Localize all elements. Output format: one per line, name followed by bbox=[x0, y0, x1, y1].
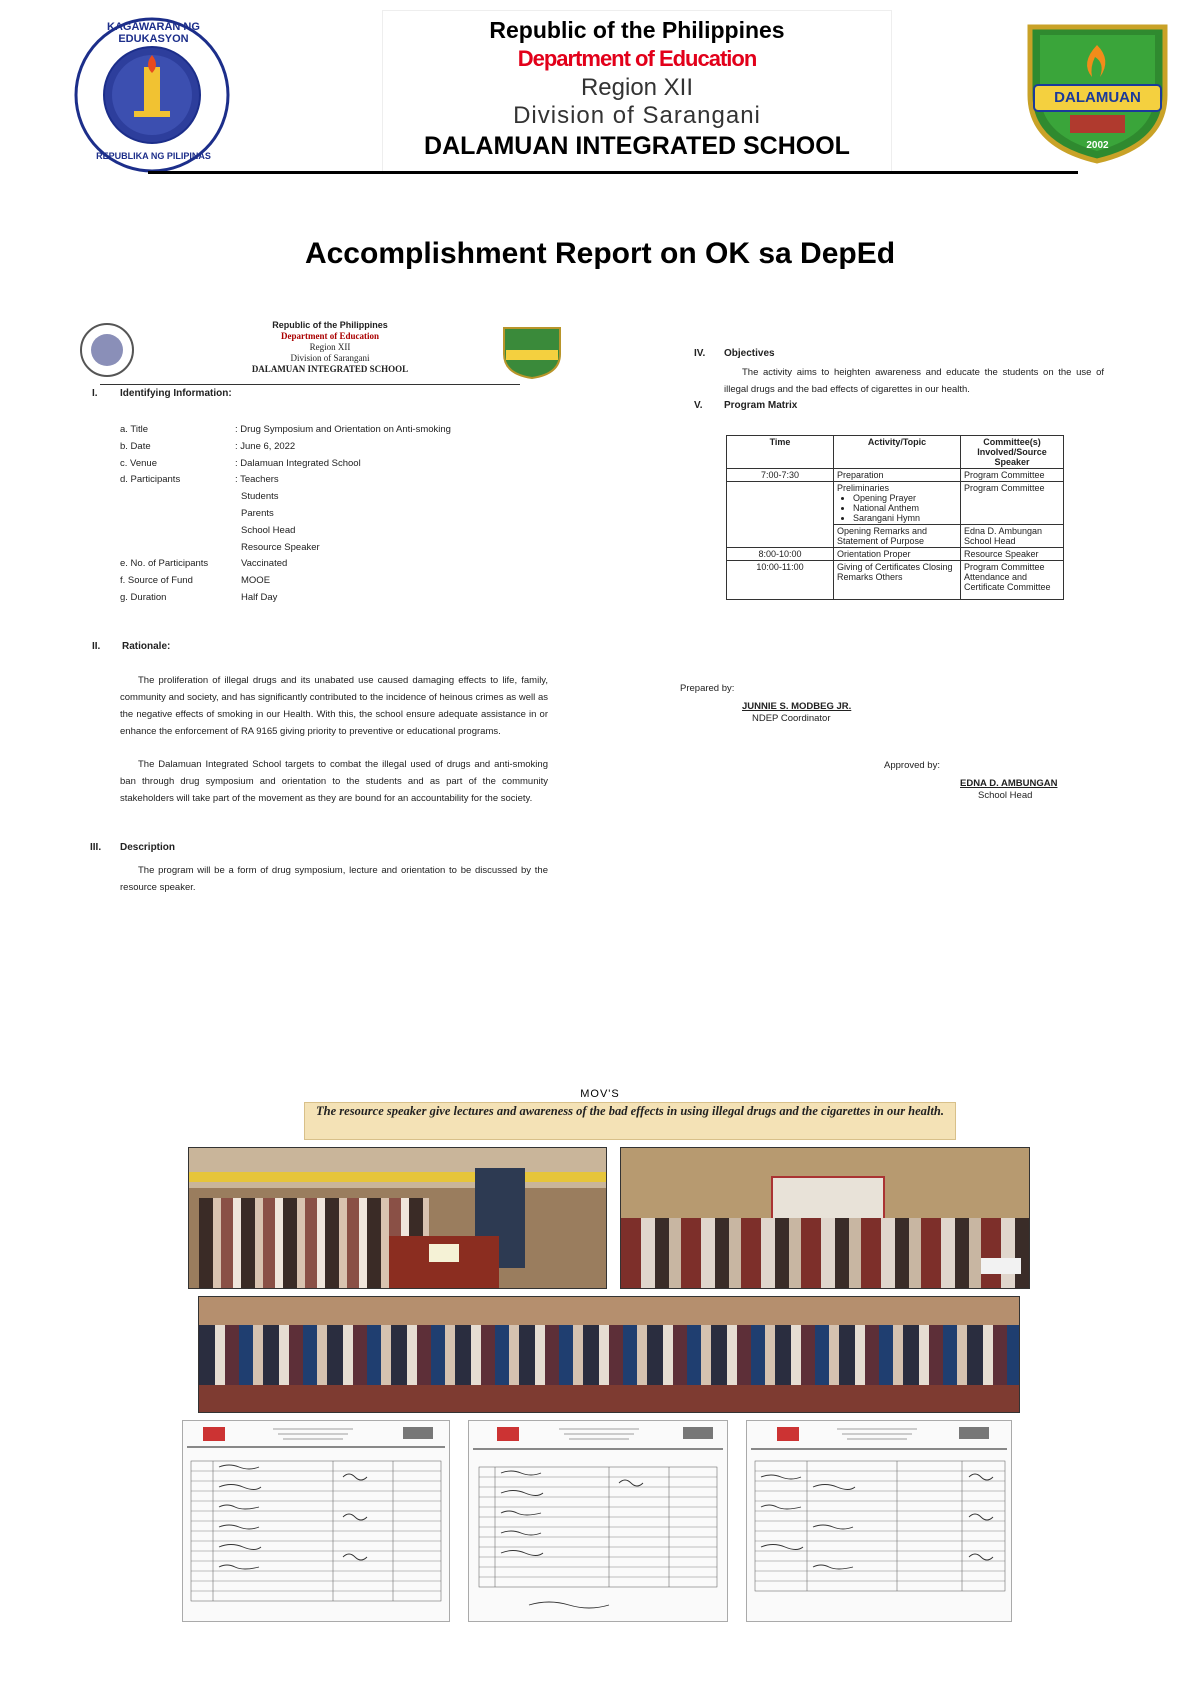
matrix-activity: Giving of Certificates Closing Remarks Others bbox=[834, 561, 961, 600]
school-logo-text: DALAMUAN bbox=[1054, 89, 1141, 106]
mini-division: Division of Sarangani bbox=[290, 353, 370, 363]
rationale-paragraph-1: The proliferation of illegal drugs and its unabated use caused damaging effects to life, family, community and society, and has significantly contributed to the incidence of heinous crimes as well as the negative effects of smoking in our Health. With this, the school ensure adequate assistance in or enhance the enforcement of RA 9165 giving priority to preventive or educational programs. bbox=[120, 675, 548, 737]
info-row bbox=[120, 439, 520, 456]
info-key: a. Title bbox=[120, 424, 148, 435]
section2-heading: Rationale: bbox=[122, 641, 171, 652]
matrix-time: 7:00-7:30 bbox=[727, 469, 834, 482]
mini-republic: Republic of the Philippines bbox=[272, 320, 388, 330]
section3-num: III. bbox=[90, 842, 102, 853]
matrix-row bbox=[727, 548, 1064, 561]
photo-group bbox=[198, 1296, 1020, 1413]
section5-heading: Program Matrix bbox=[724, 400, 798, 411]
prepared-name: JUNNIE S. MODBEG JR. bbox=[742, 701, 852, 712]
deped-line: Department of Education bbox=[517, 46, 757, 71]
info-row bbox=[120, 590, 520, 607]
attendance-sheet-1 bbox=[182, 1420, 450, 1622]
matrix-row bbox=[727, 561, 1064, 600]
movs-banner bbox=[304, 1102, 956, 1140]
matrix-time bbox=[727, 482, 834, 548]
mini-school: DALAMUAN INTEGRATED SCHOOL bbox=[251, 364, 409, 374]
info-value: Parents bbox=[241, 507, 274, 519]
info-value: Half Day bbox=[241, 591, 278, 603]
matrix-time: 8:00-10:00 bbox=[727, 548, 834, 561]
info-value: : Drug Symposium and Orientation on Anti-smoking bbox=[235, 424, 451, 435]
section1-num: I. bbox=[92, 388, 98, 399]
objectives-paragraph: The activity aims to heighten awareness and educate the students on the use of illegal drugs and the bad effects of cigarettes in our health. bbox=[724, 367, 1104, 395]
school-logo bbox=[1020, 15, 1175, 165]
matrix-committee: Program Committee Attendance and Certificate Committee bbox=[961, 561, 1064, 600]
info-value: : Dalamuan Integrated School bbox=[235, 457, 361, 469]
attendance-sheet-3 bbox=[746, 1420, 1012, 1622]
mini-deped-seal bbox=[72, 320, 142, 380]
info-value: School Head bbox=[241, 524, 296, 536]
info-row bbox=[120, 556, 520, 573]
section2-num: II. bbox=[92, 641, 101, 652]
matrix-activity: Opening Remarks and Statement of Purpose bbox=[834, 525, 961, 548]
info-value: Resource Speaker bbox=[241, 541, 320, 553]
republic-line: Republic of the Philippines bbox=[489, 17, 785, 43]
scanned-report bbox=[0, 310, 1200, 910]
matrix-committee: Program Committee bbox=[961, 469, 1064, 482]
section1-heading: Identifying Information: bbox=[120, 388, 232, 399]
matrix-activity-cell bbox=[834, 482, 961, 525]
mini-header-rule bbox=[100, 384, 520, 385]
region-line: Region XII bbox=[580, 74, 694, 101]
info-value: MOOE bbox=[241, 575, 271, 587]
info-row bbox=[120, 573, 520, 590]
matrix-activity: Preliminaries bbox=[837, 483, 890, 493]
mini-region: Region XII bbox=[309, 342, 351, 352]
info-key: f. Source of Fund bbox=[120, 575, 193, 587]
movs-label: MOV'S bbox=[580, 1088, 620, 1100]
info-row bbox=[120, 540, 520, 557]
seal-bottom-text: REPUBLIKA NG PILIPINAS bbox=[96, 151, 211, 161]
matrix-row bbox=[727, 469, 1064, 482]
mini-letterhead bbox=[230, 320, 430, 375]
section3-heading: Description bbox=[120, 842, 176, 853]
school-logo-year: 2002 bbox=[1086, 140, 1109, 151]
attendance-sheet-2 bbox=[468, 1420, 728, 1622]
photo-lecture-speaker bbox=[188, 1147, 607, 1289]
division-line: Division of Sarangani bbox=[513, 102, 761, 129]
matrix-time: 10:00-11:00 bbox=[727, 561, 834, 600]
info-row bbox=[120, 523, 520, 540]
info-value: : June 6, 2022 bbox=[235, 440, 296, 452]
matrix-row bbox=[727, 482, 1064, 525]
info-key: d. Participants bbox=[120, 474, 181, 486]
info-row bbox=[120, 422, 520, 439]
info-row bbox=[120, 506, 520, 523]
program-matrix bbox=[726, 435, 1064, 600]
mini-deped: Department of Education bbox=[281, 331, 379, 341]
info-value: : Teachers bbox=[235, 474, 279, 486]
matrix-header-row bbox=[727, 436, 1064, 469]
matrix-header-committee: Committee(s) Involved/Source Speaker bbox=[961, 436, 1064, 469]
section4-num: IV. bbox=[694, 348, 706, 359]
approved-label: Approved by: bbox=[884, 760, 940, 771]
approved-role: School Head bbox=[978, 790, 1033, 801]
matrix-header-activity: Activity/Topic bbox=[834, 436, 961, 469]
letterhead bbox=[382, 10, 892, 172]
info-row bbox=[120, 472, 520, 489]
identifying-info bbox=[120, 422, 520, 607]
matrix-header-time: Time bbox=[727, 436, 834, 469]
deped-seal bbox=[70, 15, 235, 175]
matrix-committee: Resource Speaker bbox=[961, 548, 1064, 561]
prepared-role: NDEP Coordinator bbox=[752, 713, 831, 724]
matrix-committee: Program Committee bbox=[961, 482, 1064, 525]
matrix-activity: Preparation bbox=[834, 469, 961, 482]
info-key: g. Duration bbox=[120, 591, 167, 603]
approved-name: EDNA D. AMBUNGAN bbox=[960, 778, 1058, 789]
description-paragraph: The program will be a form of drug symposium, lecture and orientation to be discussed by the resource speaker. bbox=[120, 865, 548, 893]
list-item: • Opening Prayer bbox=[853, 493, 957, 503]
section5-num: V. bbox=[694, 400, 703, 411]
rationale-paragraph-2: The Dalamuan Integrated School targets to combat the illegal used of drugs and anti-smoking ban through drug symposium and orientation to the students and as part of the community stakeholders will take part of the movement as they are bound for an accountability for the society. bbox=[120, 759, 548, 804]
page-title: Accomplishment Report on OK sa DepEd bbox=[304, 237, 896, 270]
info-value: Vaccinated bbox=[241, 558, 288, 570]
matrix-committee: Edna D. Ambungan School Head bbox=[961, 525, 1064, 548]
section4-heading: Objectives bbox=[724, 348, 775, 359]
prepared-label: Prepared by: bbox=[680, 683, 735, 694]
list-item: • National Anthem bbox=[853, 503, 957, 513]
info-value: Students bbox=[241, 491, 279, 503]
info-row bbox=[120, 489, 520, 506]
seal-top-text: KAGAWARAN NG EDUKASYON bbox=[107, 21, 200, 45]
mini-school-logo bbox=[500, 324, 564, 380]
preliminaries-list bbox=[837, 493, 957, 523]
movs-banner-text: The resource speaker give lectures and awareness of the bad effects in using illegal drugs and the cigarettes in our health. bbox=[316, 1104, 944, 1118]
matrix-activity: Orientation Proper bbox=[834, 548, 961, 561]
info-key: e. No. of Participants bbox=[120, 558, 209, 570]
header-divider bbox=[148, 171, 1078, 174]
info-key: b. Date bbox=[120, 440, 151, 452]
list-item: • Sarangani Hymn bbox=[853, 513, 957, 523]
info-row bbox=[120, 456, 520, 473]
school-line: DALAMUAN INTEGRATED SCHOOL bbox=[424, 132, 850, 160]
info-key: c. Venue bbox=[120, 457, 157, 469]
photo-audience-classroom bbox=[620, 1147, 1030, 1289]
